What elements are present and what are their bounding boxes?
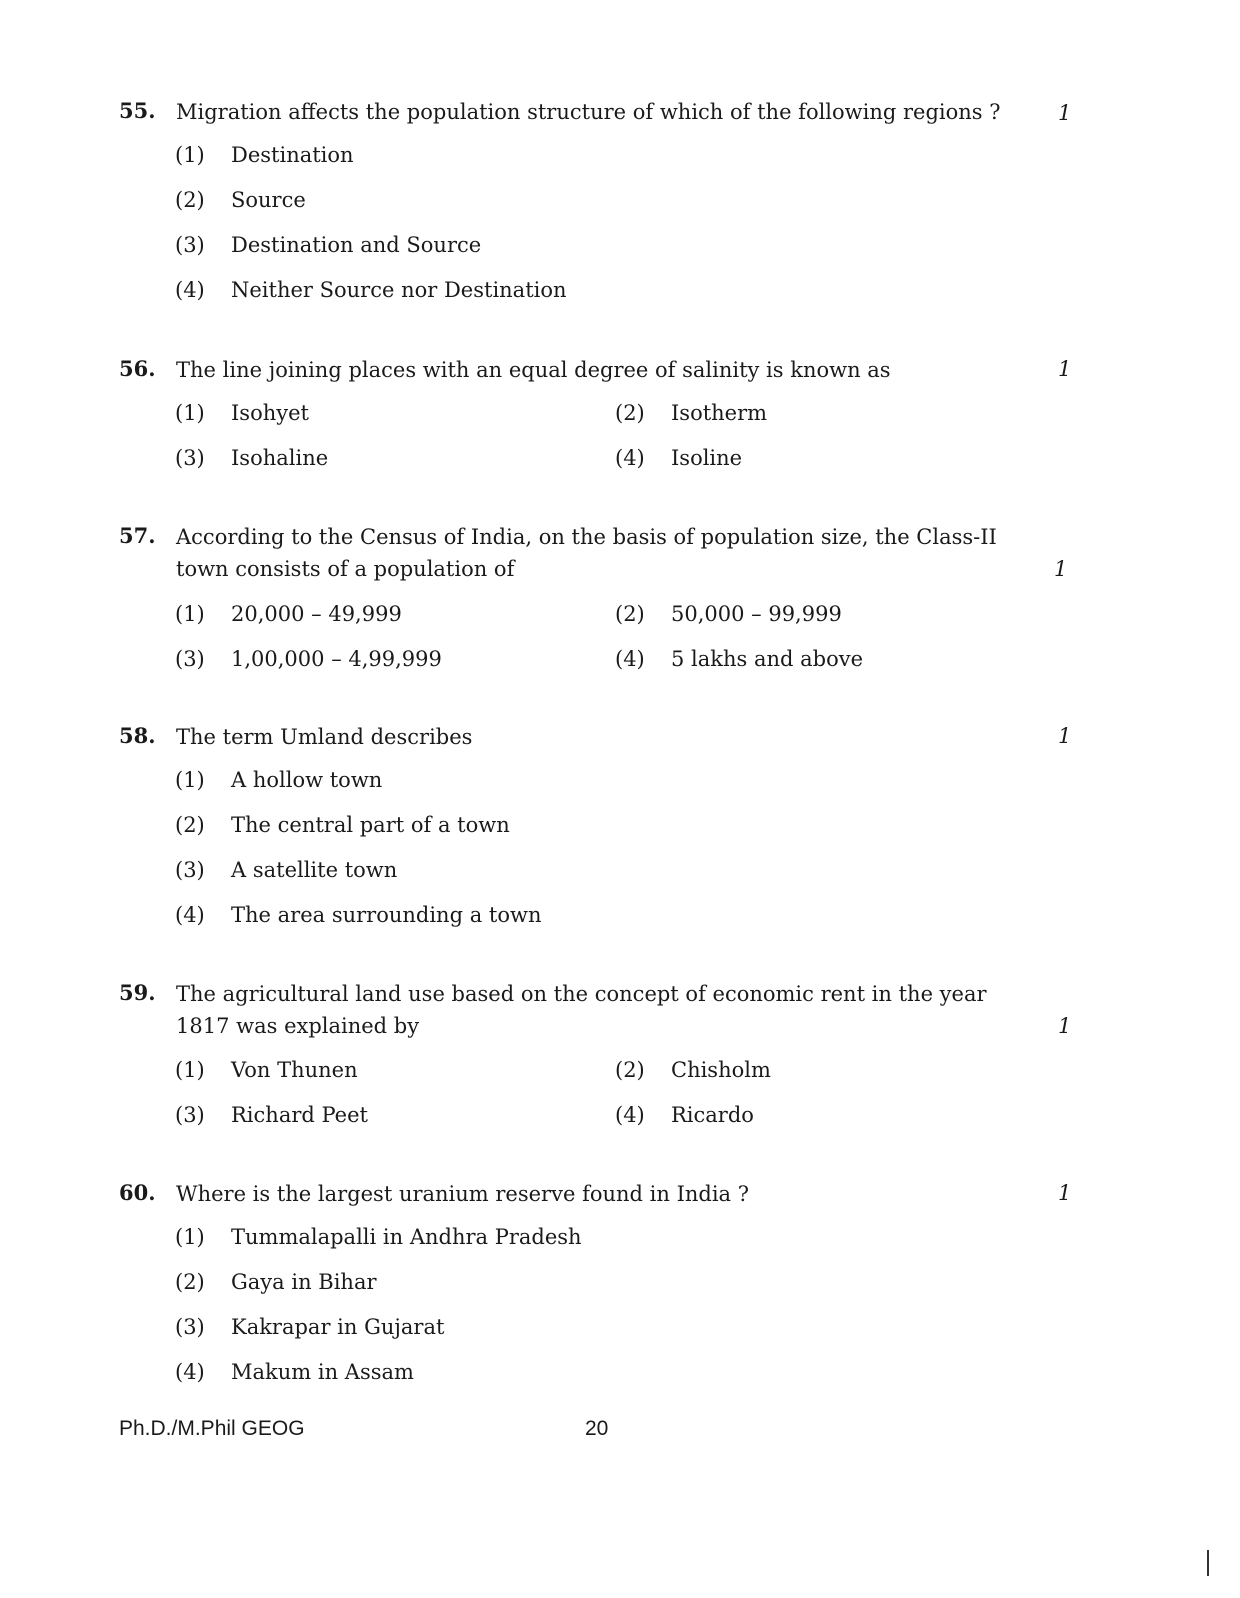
option-text: The central part of a town — [231, 813, 510, 837]
question-text: The term Umland describes — [176, 725, 473, 749]
option-text: Makum in Assam — [231, 1360, 414, 1384]
option-number: (2) — [615, 602, 645, 626]
question-marks: 1 — [1058, 101, 1072, 125]
option-text: Isoline — [671, 446, 743, 470]
question-number: 58. — [119, 723, 156, 748]
option-number: (3) — [175, 446, 205, 470]
option-number: (2) — [175, 188, 205, 212]
option-text: Isohyet — [231, 401, 309, 425]
option-number: (3) — [175, 858, 205, 882]
option-text: Isotherm — [671, 401, 768, 425]
option-number: (4) — [615, 1103, 645, 1127]
option-number: (2) — [175, 1270, 205, 1294]
question-number: 56. — [119, 356, 156, 381]
question-marks: 1 — [1058, 1014, 1072, 1038]
question-text: The agricultural land use based on the concept of economic rent in the year 1817 was explained by — [176, 982, 987, 1038]
option-text: The area surrounding a town — [231, 903, 542, 927]
option-text: Destination — [231, 143, 354, 167]
question-number: 60. — [119, 1180, 156, 1205]
option-number: (4) — [615, 446, 645, 470]
option-text: Chisholm — [671, 1058, 771, 1082]
footer-page-number: 20 — [585, 1417, 609, 1440]
question-text: The line joining places with an equal degree of salinity is known as — [176, 358, 891, 382]
question-text: According to the Census of India, on the basis of population size, the Class-II town consists of a population of — [176, 525, 997, 581]
option-number: (3) — [175, 647, 205, 671]
option-text: Tummalapalli in Andhra Pradesh — [231, 1225, 582, 1249]
question-number: 57. — [119, 523, 156, 548]
option-text: Neither Source nor Destination — [231, 278, 567, 302]
question-number: 55. — [119, 98, 156, 123]
scan-edge-mark — [1207, 1550, 1209, 1576]
option-number: (1) — [175, 1225, 205, 1249]
option-number: (3) — [175, 1103, 205, 1127]
option-text: Source — [231, 188, 306, 212]
option-text: Richard Peet — [231, 1103, 368, 1127]
option-number: (4) — [615, 647, 645, 671]
option-text: Isohaline — [231, 446, 329, 470]
option-number: (4) — [175, 1360, 205, 1384]
option-number: (1) — [175, 768, 205, 792]
question-marks: 1 — [1054, 557, 1068, 581]
option-text: A hollow town — [231, 768, 383, 792]
option-number: (2) — [615, 1058, 645, 1082]
option-number: (3) — [175, 233, 205, 257]
option-text: 5 lakhs and above — [671, 647, 864, 671]
question-marks: 1 — [1058, 724, 1072, 748]
option-number: (1) — [175, 1058, 205, 1082]
option-number: (3) — [175, 1315, 205, 1339]
question-marks: 1 — [1058, 357, 1072, 381]
option-text: Ricardo — [671, 1103, 754, 1127]
option-text: 20,000 – 49,999 — [231, 602, 402, 626]
option-text: Destination and Source — [231, 233, 482, 257]
option-number: (1) — [175, 602, 205, 626]
option-number: (2) — [615, 401, 645, 425]
option-text: A satellite town — [231, 858, 398, 882]
footer-course-code: Ph.D./M.Phil GEOG — [119, 1417, 305, 1440]
option-text: 1,00,000 – 4,99,999 — [231, 647, 442, 671]
question-marks: 1 — [1058, 1181, 1072, 1205]
option-text: Kakrapar in Gujarat — [231, 1315, 445, 1339]
option-text: 50,000 – 99,999 — [671, 602, 842, 626]
option-number: (1) — [175, 401, 205, 425]
option-text: Gaya in Bihar — [231, 1270, 377, 1294]
question-text: Migration affects the population structure of which of the following regions ? — [176, 100, 1001, 124]
option-number: (4) — [175, 903, 205, 927]
question-text: Where is the largest uranium reserve found in India ? — [176, 1182, 749, 1206]
option-number: (1) — [175, 143, 205, 167]
option-number: (2) — [175, 813, 205, 837]
option-number: (4) — [175, 278, 205, 302]
question-number: 59. — [119, 980, 156, 1005]
option-text: Von Thunen — [231, 1058, 358, 1082]
